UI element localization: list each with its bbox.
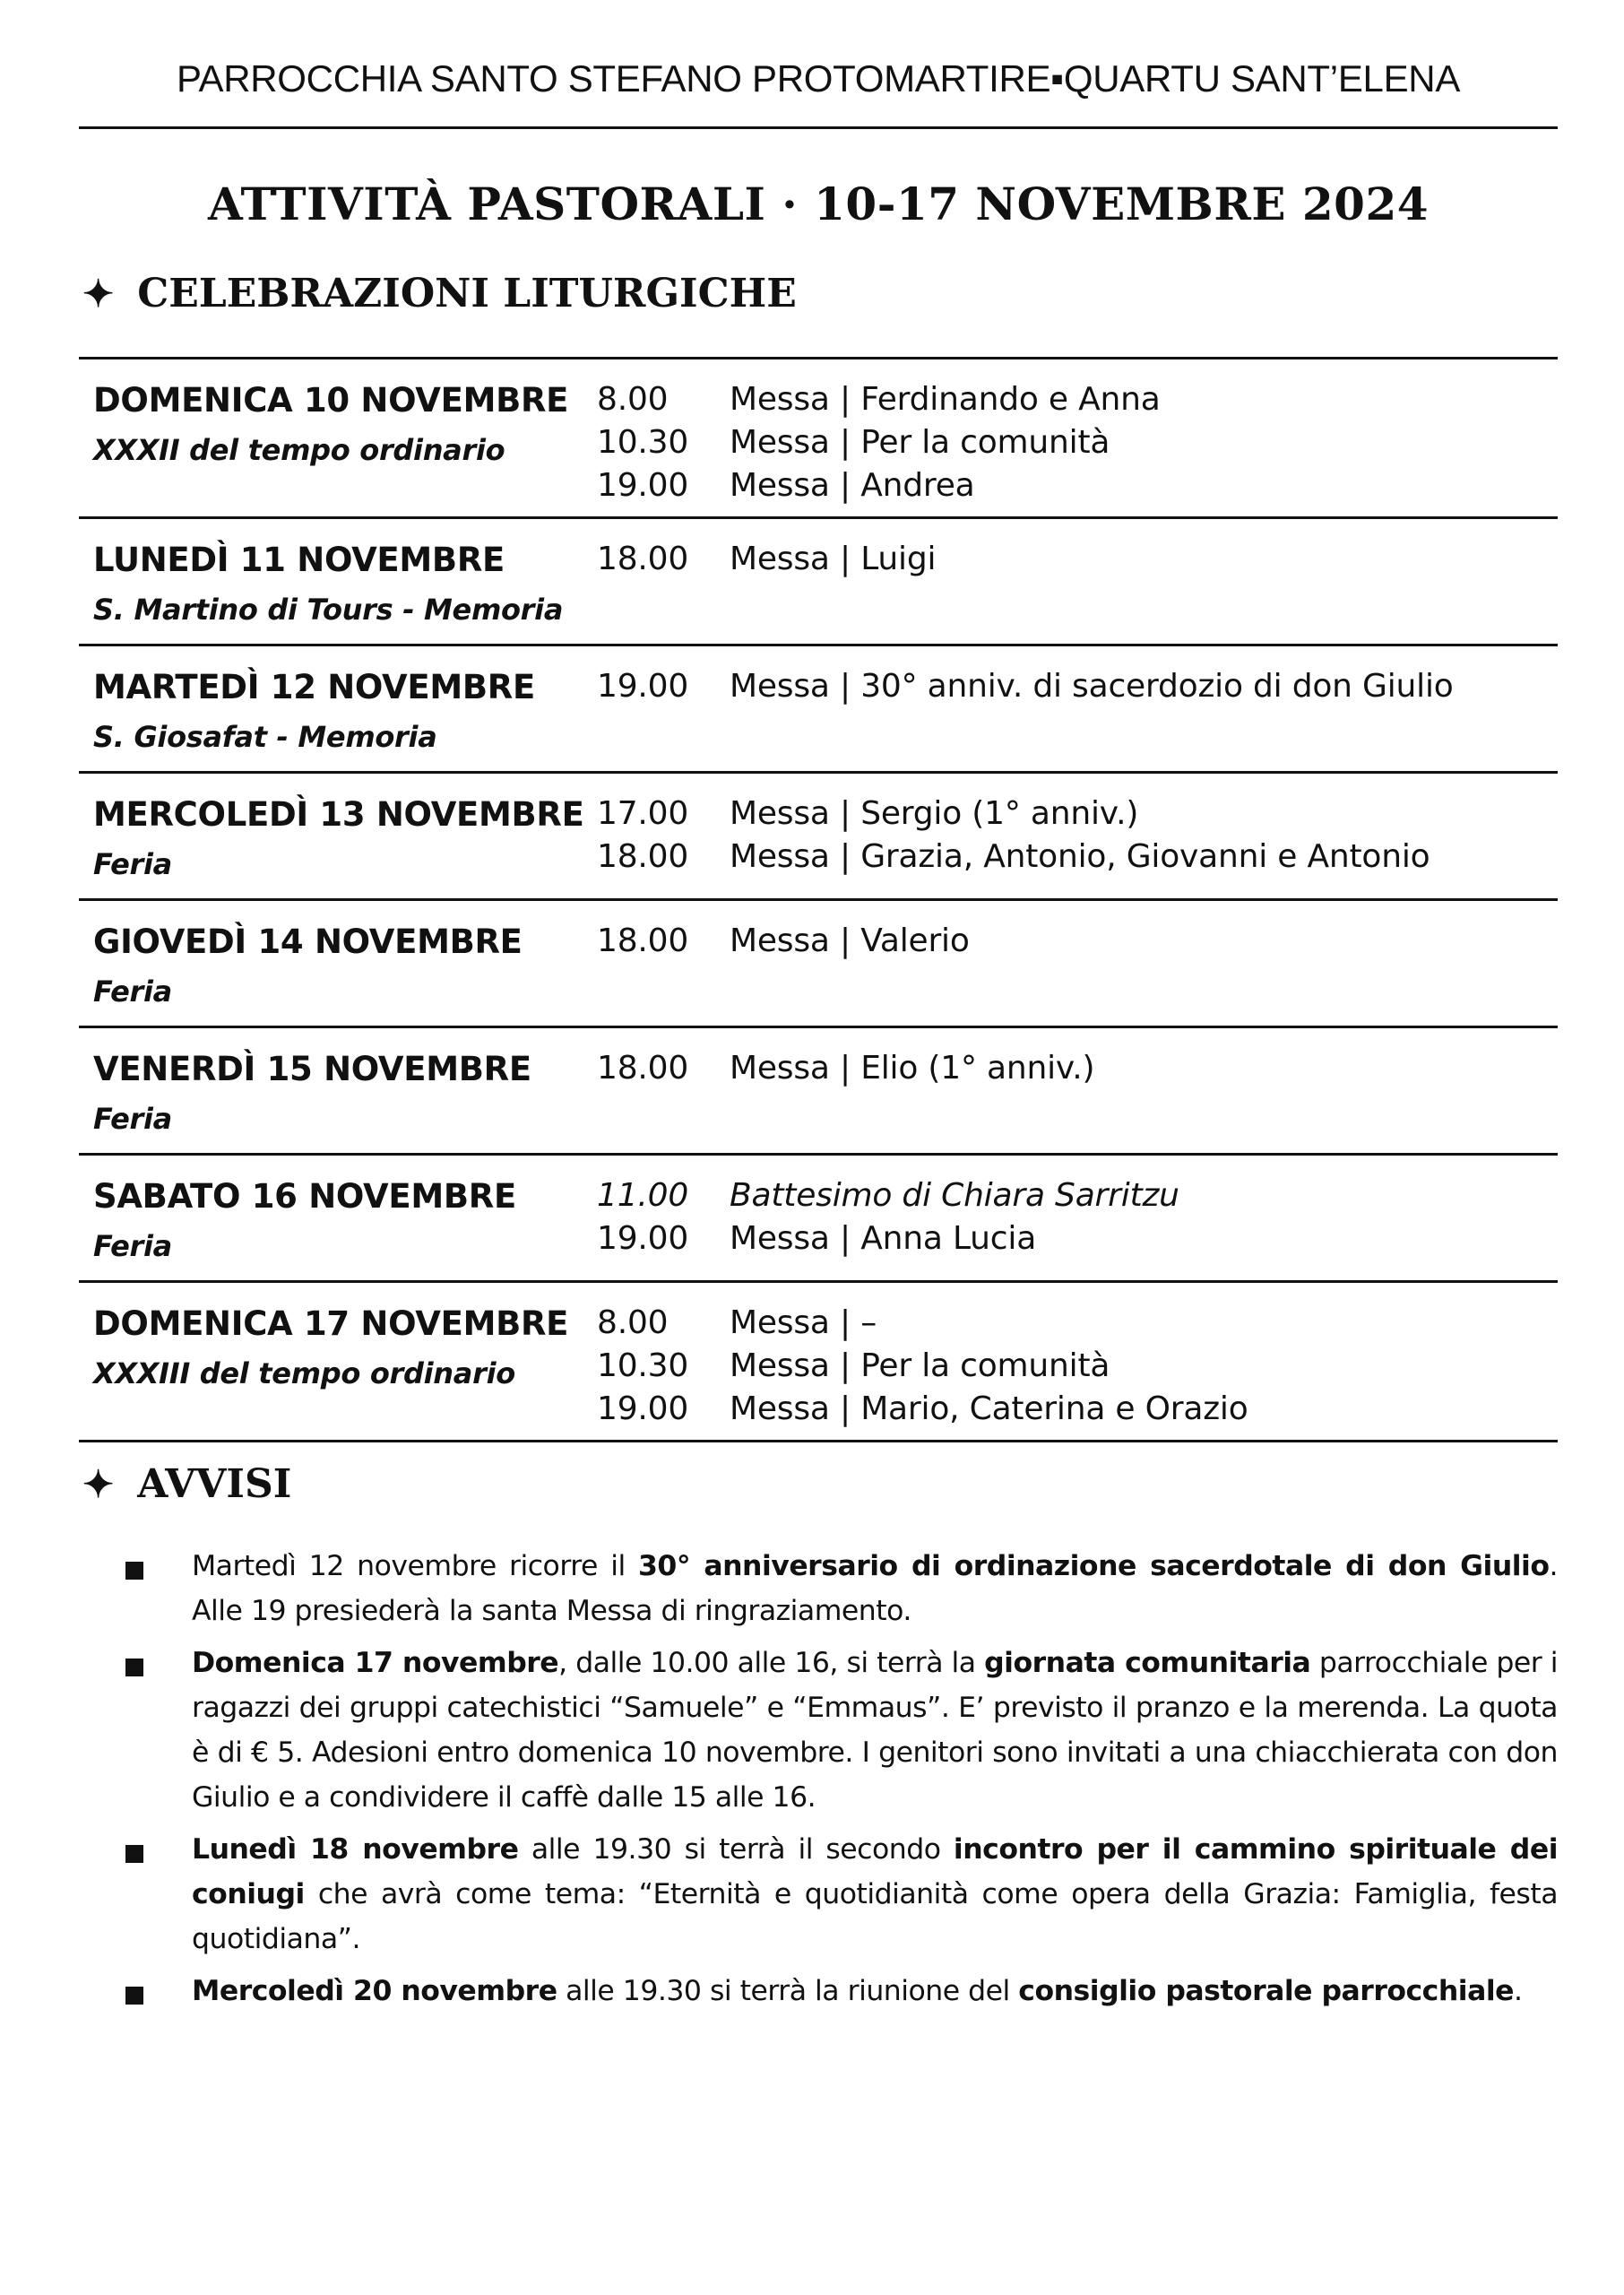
section-heading-avvisi — [79, 1461, 1558, 1507]
day-row — [79, 1156, 1558, 1280]
event-description: Messa | – — [730, 1303, 877, 1341]
notice-fragment: parrocchiale per i ragazzi dei gruppi catechistici “Samuele” e “Emmaus”. E’ previsto il pranzo e la merenda. La quota è di € 5. Adesioni entro domenica 10 novembre. I genitori sono invitati a una chiacchierata con don Giulio e a condividere il caffè dalle 15 alle 16. — [192, 1647, 1558, 1814]
day-events — [597, 1301, 1547, 1430]
notice-item — [125, 1827, 1558, 1962]
event-description: Messa | Elio (1° anniv.) — [730, 1049, 1095, 1087]
event-time: 8.00 — [597, 1303, 669, 1341]
event-item — [597, 1344, 1547, 1387]
event-time: 18.00 — [597, 1049, 689, 1087]
notice-item — [125, 1641, 1558, 1820]
event-time: 11.00 — [597, 1176, 689, 1214]
event-time: 18.00 — [597, 922, 689, 959]
event-item — [597, 792, 1547, 835]
event-time: 19.00 — [597, 1219, 689, 1257]
event-time: 8.00 — [597, 380, 669, 418]
star-icon: ✦ — [82, 272, 115, 316]
notice-item — [125, 1544, 1558, 1633]
notice-highlight: Domenica 17 novembre — [192, 1647, 559, 1679]
event-item — [597, 1301, 1547, 1344]
square-bullet-icon — [125, 1562, 143, 1580]
day-liturgical-note: Feria — [93, 1229, 172, 1263]
day-liturgical-note: Feria — [93, 974, 172, 1009]
day-name: MARTEDÌ 12 NOVEMBRE — [93, 668, 535, 706]
event-description: Messa | Per la comunità — [730, 1347, 1110, 1384]
notice-fragment: , dalle 10.00 alle 16, si terrà la — [558, 1647, 985, 1679]
event-description: Messa | Mario, Caterina e Orazio — [730, 1390, 1248, 1427]
day-row — [79, 1283, 1558, 1440]
day-row — [79, 519, 1558, 644]
event-item — [597, 463, 1547, 507]
header-separator: ▪ — [1050, 57, 1064, 100]
day-events — [597, 1046, 1547, 1089]
day-events — [597, 664, 1547, 707]
day-events — [597, 1173, 1547, 1260]
day-liturgical-note: S. Martino di Tours - Memoria — [93, 593, 564, 627]
day-name: SABATO 16 NOVEMBRE — [93, 1177, 516, 1216]
notice-highlight: consiglio pastorale parrocchiale — [1018, 1975, 1514, 2007]
event-time: 18.00 — [597, 837, 689, 875]
day-events — [597, 377, 1547, 507]
event-item — [597, 1387, 1547, 1430]
day-row — [79, 774, 1558, 898]
notice-fragment: alle 19.30 si terrà il secondo — [518, 1833, 954, 1866]
star-icon: ✦ — [82, 1462, 115, 1506]
event-item — [597, 1046, 1547, 1089]
event-description: Messa | Per la comunità — [730, 423, 1110, 461]
event-description: Messa | Anna Lucia — [730, 1219, 1037, 1257]
square-bullet-icon — [125, 1658, 143, 1676]
event-description: Messa | 30° anniv. di sacerdozio di don Giulio — [730, 667, 1454, 705]
event-item — [597, 919, 1547, 962]
event-item — [597, 835, 1547, 878]
event-item — [597, 420, 1547, 463]
notice-text — [192, 1544, 1558, 1633]
event-description: Messa | Grazia, Antonio, Giovanni e Antonio — [730, 837, 1430, 875]
event-description: Battesimo di Chiara Sarritzu — [730, 1176, 1179, 1214]
day-row — [79, 901, 1558, 1026]
day-liturgical-note: Feria — [93, 847, 172, 881]
event-item — [597, 377, 1547, 420]
day-row — [79, 1028, 1558, 1153]
section-title: CELEBRAZIONI LITURGICHE — [137, 271, 797, 316]
event-description: Messa | Andrea — [730, 466, 975, 504]
notice-fragment: alle 19.30 si terrà la riunione del — [557, 1975, 1019, 2007]
event-time: 19.00 — [597, 667, 689, 705]
event-description: Messa | Valerio — [730, 922, 970, 959]
notice-highlight: 30° anniversario di ordinazione sacerdotale di don Giulio — [638, 1550, 1550, 1582]
square-bullet-icon — [125, 1845, 143, 1863]
notice-highlight: incontro per il cammino spirituale dei coniugi — [192, 1833, 1558, 1910]
event-time: 10.30 — [597, 1347, 689, 1384]
notices-list — [125, 1544, 1558, 2021]
day-name: VENERDÌ 15 NOVEMBRE — [93, 1050, 531, 1088]
notice-text — [192, 1641, 1558, 1820]
day-liturgical-note: Feria — [93, 1102, 172, 1136]
day-events — [597, 919, 1547, 962]
event-time: 19.00 — [597, 466, 689, 504]
event-item — [597, 1173, 1547, 1217]
event-time: 18.00 — [597, 540, 689, 577]
day-liturgical-note: S. Giosafat - Memoria — [93, 720, 437, 754]
notice-fragment: Martedì 12 novembre ricorre il — [192, 1550, 639, 1582]
header-divider — [79, 126, 1558, 129]
bulletin-page — [79, 0, 1558, 2295]
day-events — [597, 537, 1547, 580]
notice-text — [192, 1827, 1558, 1962]
section-title: AVVISI — [137, 1461, 292, 1507]
notice-item — [125, 1969, 1558, 2014]
day-row — [79, 646, 1558, 771]
schedule-table — [79, 357, 1558, 1442]
square-bullet-icon — [125, 1987, 143, 2005]
notice-highlight: giornata comunitaria — [984, 1647, 1311, 1679]
notice-fragment: che avrà come tema: “Eternità e quotidianità come opera della Grazia: Famiglia, festa quotidiana”. — [192, 1878, 1558, 1955]
day-events — [597, 792, 1547, 878]
day-liturgical-note: XXXIII del tempo ordinario — [93, 1356, 515, 1390]
parish-header — [79, 57, 1558, 100]
city-name: QUARTU SANT’ELENA — [1063, 57, 1461, 100]
event-description: Messa | Sergio (1° anniv.) — [730, 794, 1139, 832]
notice-text — [192, 1969, 1558, 2014]
event-item — [597, 1217, 1547, 1260]
day-name: LUNEDÌ 11 NOVEMBRE — [93, 541, 505, 579]
notice-highlight: Lunedì 18 novembre — [192, 1833, 519, 1866]
event-description: Messa | Ferdinando e Anna — [730, 380, 1161, 418]
notice-fragment: . Alle 19 presiederà la santa Messa di ringraziamento. — [192, 1550, 1558, 1627]
notice-fragment: . — [1514, 1975, 1523, 2007]
event-time: 17.00 — [597, 794, 689, 832]
day-name: DOMENICA 17 NOVEMBRE — [93, 1304, 569, 1343]
notice-highlight: Mercoledì 20 novembre — [192, 1975, 557, 2007]
section-heading-celebrazioni — [79, 271, 1558, 316]
event-time: 10.30 — [597, 423, 689, 461]
event-item — [597, 664, 1547, 707]
event-item — [597, 537, 1547, 580]
day-row — [79, 359, 1558, 516]
day-name: GIOVEDÌ 14 NOVEMBRE — [93, 922, 523, 961]
page-title: ATTIVITÀ PASTORALI · 10-17 NOVEMBRE 2024 — [207, 178, 1430, 230]
day-liturgical-note: XXXII del tempo ordinario — [93, 433, 505, 467]
event-description: Messa | Luigi — [730, 540, 937, 577]
parish-name: PARROCCHIA SANTO STEFANO PROTOMARTIRE — [176, 57, 1051, 100]
event-time: 19.00 — [597, 1390, 689, 1427]
day-name: DOMENICA 10 NOVEMBRE — [93, 381, 569, 420]
day-name: MERCOLEDÌ 13 NOVEMBRE — [93, 795, 584, 834]
table-divider — [79, 1440, 1558, 1442]
